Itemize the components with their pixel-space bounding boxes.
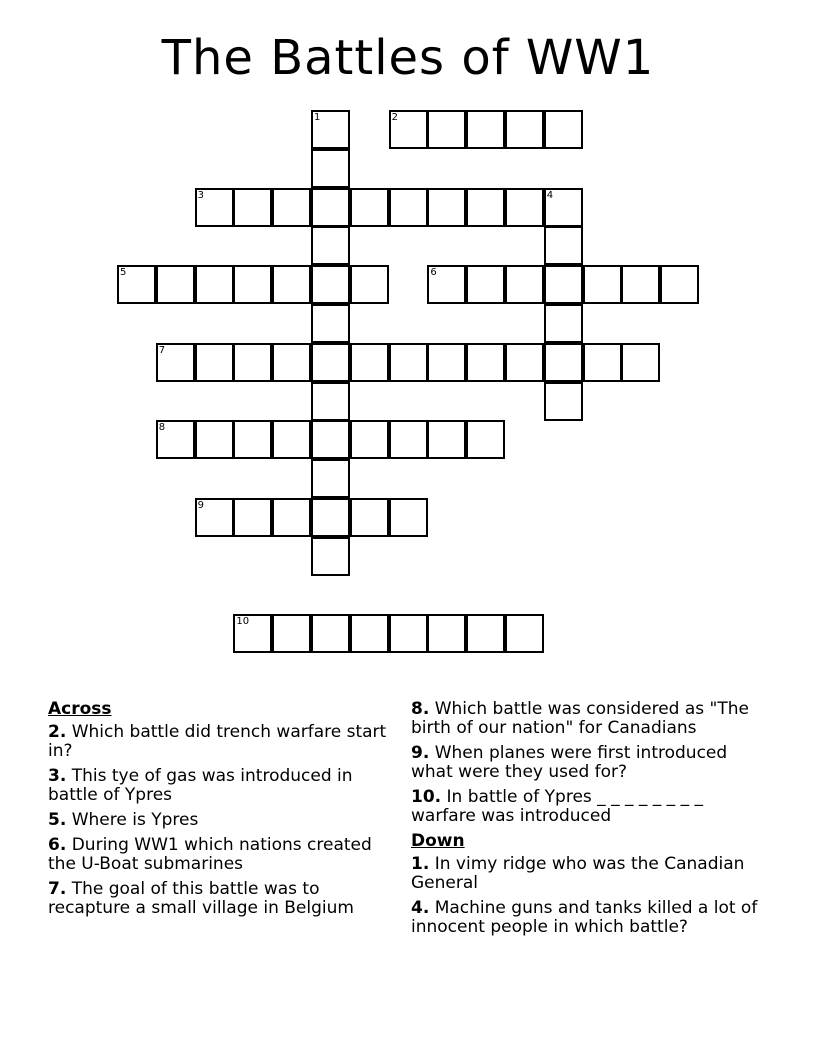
grid-cell[interactable] — [156, 343, 195, 382]
clue-number: 8 — [158, 422, 166, 434]
grid-cell[interactable] — [544, 110, 583, 149]
grid-cell[interactable] — [272, 343, 311, 382]
grid-cell[interactable] — [311, 343, 350, 382]
grid-cell[interactable] — [311, 149, 350, 188]
clue-across-9: 9. When planes were first introduced what were they used for? — [411, 743, 728, 782]
clues-column-left — [48, 700, 388, 924]
grid-cell[interactable] — [583, 343, 622, 382]
clues-column-right — [411, 700, 771, 943]
grid-cell[interactable] — [389, 614, 428, 653]
grid-cell[interactable] — [505, 265, 544, 304]
grid-cell[interactable] — [505, 110, 544, 149]
grid-cell[interactable] — [389, 188, 428, 227]
grid-cell[interactable] — [272, 265, 311, 304]
across-heading: Across — [48, 699, 112, 719]
clue-number: 9 — [197, 500, 204, 511]
grid-cell[interactable] — [621, 343, 660, 382]
grid-cell[interactable] — [311, 304, 350, 343]
grid-cell[interactable] — [233, 343, 272, 382]
clue-down-4: 4. Machine guns and tanks killed a lot of innocent people in which battle? — [411, 898, 758, 937]
puzzle-title: The Battles of WW1 — [161, 30, 655, 86]
grid-cell[interactable] — [311, 614, 350, 653]
grid-cell[interactable] — [195, 498, 234, 537]
grid-cell[interactable] — [350, 188, 389, 227]
grid-cell[interactable] — [311, 188, 350, 227]
grid-cell[interactable] — [195, 265, 234, 304]
grid-cell[interactable] — [195, 343, 234, 382]
clue-number: 7 — [158, 344, 166, 356]
grid-cell[interactable] — [350, 498, 389, 537]
clue-across-10: 10. In battle of Ypres _ _ _ _ _ _ _ _ warfare was introduced — [411, 787, 703, 826]
grid-cell[interactable] — [544, 343, 583, 382]
clue-number: 2 — [391, 112, 398, 123]
grid-cell[interactable] — [233, 614, 272, 653]
clue-across-6: 6. During WW1 which nations created the U-Boat submarines — [48, 835, 372, 874]
down-heading: Down — [411, 831, 465, 851]
grid-cell[interactable] — [427, 420, 466, 459]
grid-cell[interactable] — [350, 614, 389, 653]
grid-cell[interactable] — [156, 420, 195, 459]
grid-cell[interactable] — [233, 265, 272, 304]
grid-cell[interactable] — [466, 110, 505, 149]
grid-cell[interactable] — [389, 420, 428, 459]
grid-cell[interactable] — [427, 343, 466, 382]
grid-cell[interactable] — [544, 226, 583, 265]
clue-across-3: 3. This tye of gas was introduced in battle of Ypres — [48, 766, 353, 805]
grid-cell[interactable] — [505, 614, 544, 653]
grid-cell[interactable] — [117, 265, 156, 304]
grid-cell[interactable] — [350, 420, 389, 459]
grid-cell[interactable] — [195, 188, 234, 227]
grid-cell[interactable] — [660, 265, 699, 304]
clue-across-7: 7. The goal of this battle was to recapture a small village in Belgium — [48, 879, 354, 918]
grid-cell[interactable] — [272, 420, 311, 459]
grid-cell[interactable] — [466, 188, 505, 227]
grid-cell[interactable] — [233, 498, 272, 537]
grid-cell[interactable] — [389, 498, 428, 537]
grid-cell[interactable] — [350, 343, 389, 382]
grid-cell[interactable] — [195, 420, 234, 459]
grid-cell[interactable] — [311, 420, 350, 459]
grid-cell[interactable] — [311, 537, 350, 576]
grid-cell[interactable] — [233, 420, 272, 459]
clue-number: 5 — [120, 267, 127, 279]
grid-cell[interactable] — [427, 188, 466, 227]
grid-cell[interactable] — [311, 265, 350, 304]
grid-cell[interactable] — [233, 188, 272, 227]
grid-cell[interactable] — [544, 382, 583, 421]
grid-cell[interactable] — [272, 498, 311, 537]
grid-cell[interactable] — [389, 110, 428, 149]
grid-cell[interactable] — [544, 265, 583, 304]
clue-across-5: 5. Where is Ypres — [48, 810, 199, 830]
grid-cell[interactable] — [466, 265, 505, 304]
clue-across-2: 2. Which battle did trench warfare start in? — [48, 722, 387, 761]
grid-cell[interactable] — [621, 265, 660, 304]
grid-cell[interactable] — [427, 614, 466, 653]
grid-cell[interactable] — [583, 265, 622, 304]
clue-down-1: 1. In vimy ridge who was the Canadian General — [411, 854, 745, 893]
grid-cell[interactable] — [505, 188, 544, 227]
grid-cell[interactable] — [311, 498, 350, 537]
grid-cell[interactable] — [311, 382, 350, 421]
clue-across-8: 8. Which battle was considered as "The birth of our nation" for Canadians — [411, 699, 749, 738]
grid-cell[interactable] — [544, 304, 583, 343]
grid-cell[interactable] — [350, 265, 389, 304]
grid-cell[interactable] — [311, 110, 350, 149]
clue-number: 3 — [197, 189, 204, 201]
grid-cell[interactable] — [272, 614, 311, 653]
grid-cell[interactable] — [466, 614, 505, 653]
grid-cell[interactable] — [544, 188, 583, 227]
clue-number: 4 — [546, 189, 554, 201]
grid-cell[interactable] — [311, 226, 350, 265]
grid-cell[interactable] — [466, 343, 505, 382]
grid-cell[interactable] — [427, 110, 466, 149]
grid-cell[interactable] — [311, 459, 350, 498]
grid-cell[interactable] — [505, 343, 544, 382]
clue-number: 1 — [314, 112, 321, 123]
grid-cell[interactable] — [272, 188, 311, 227]
grid-cell[interactable] — [466, 420, 505, 459]
grid-cell[interactable] — [389, 343, 428, 382]
clue-number: 10 — [236, 616, 250, 628]
grid-cell[interactable] — [156, 265, 195, 304]
grid-cell[interactable] — [427, 265, 466, 304]
clue-number: 6 — [430, 267, 437, 279]
